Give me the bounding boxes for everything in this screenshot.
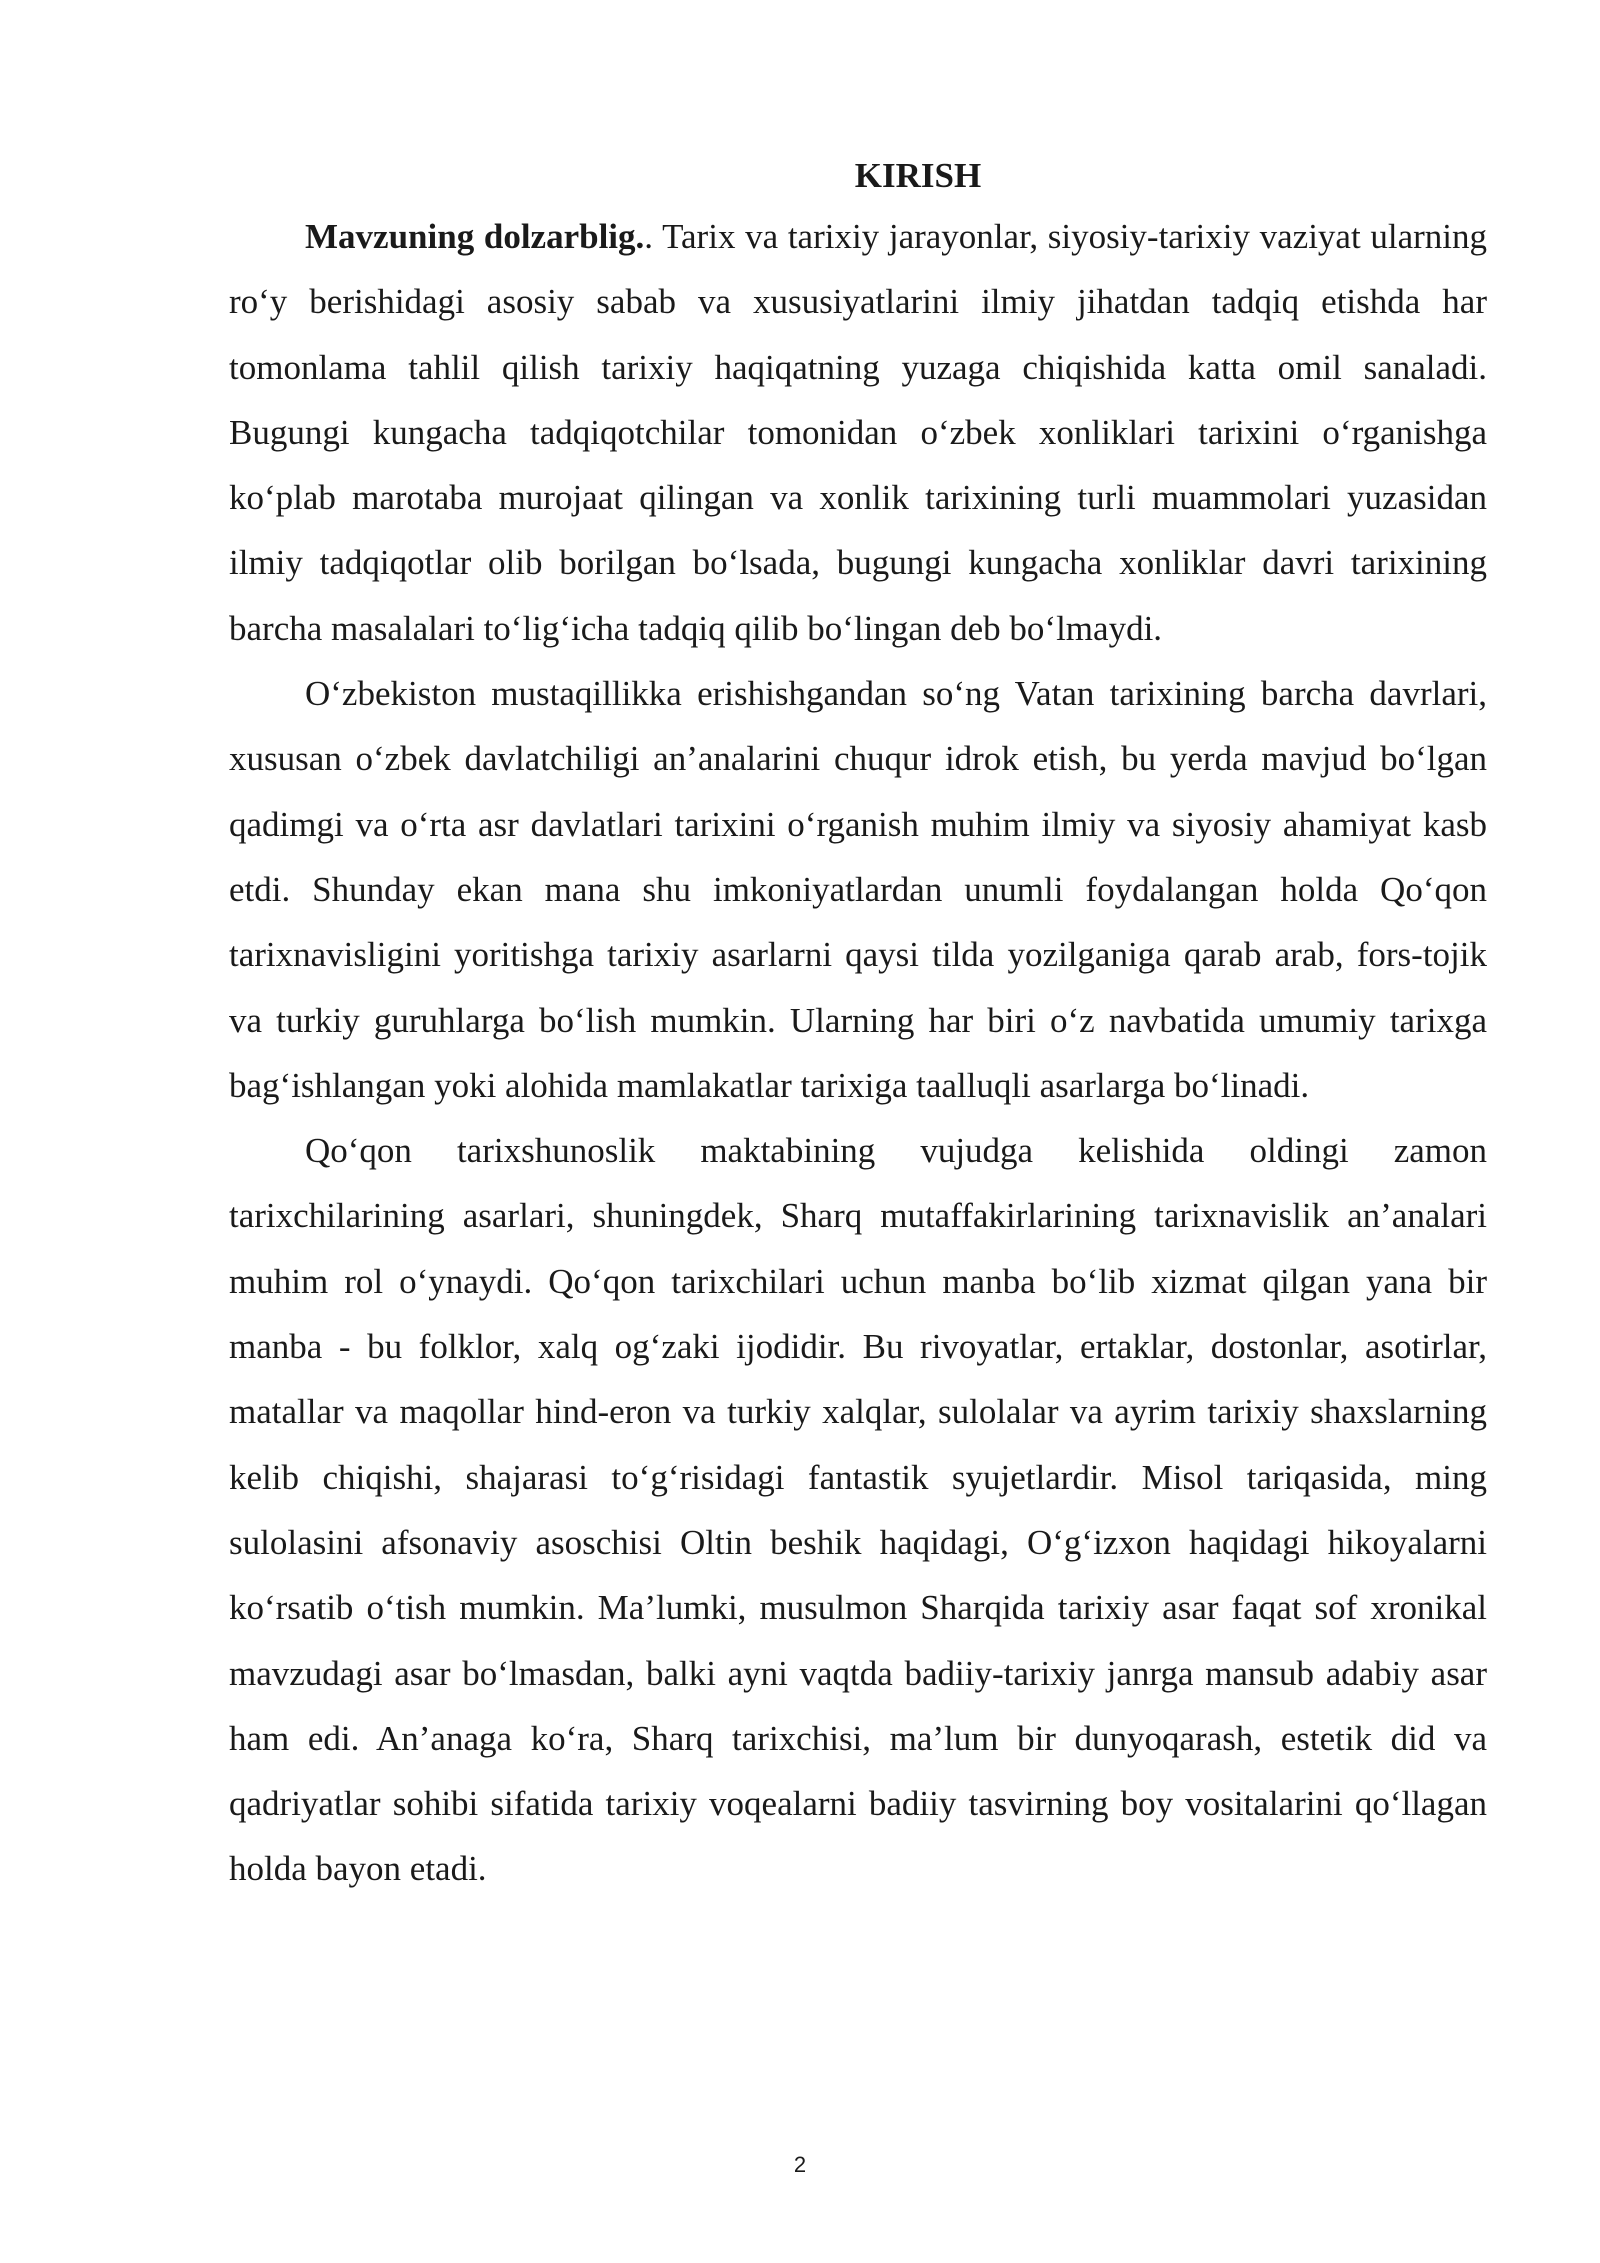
paragraph-lead: Mavzuning dolzarblig. bbox=[305, 217, 645, 256]
paragraph-text: O‘zbekiston mustaqillikka erishishgandan so‘ng Vatan tarixining barcha davrlari, xususan o‘zbek davlatchiligi an’analarini chuqur idrok etish, bu yerda mavjud bo‘lgan qadimgi va o‘rta asr davlatlari tarixini o‘rganish muhim ilmiy va siyosiy ahamiyat kasb etdi. Shunday ekan mana shu imkoniyatlardan unumli foydalangan holda Qo‘qon tarixnavisligini yoritishga tarixiy asarlarni qaysi tilda yozilganiga qarab arab, fors-tojik va turkiy guruhlarga bo‘lish mumkin. Ularning har biri o‘z navbatida umumiy tarixga bag‘ishlangan yoki alohida mamlakatlar tarixiga taalluqli asarlarga bo‘linadi. bbox=[229, 674, 1487, 1105]
paragraph-1 bbox=[229, 204, 1487, 661]
paragraph-2 bbox=[229, 661, 1487, 1118]
page-body bbox=[229, 148, 1487, 1902]
paragraph-text: Qo‘qon tarixshunoslik maktabining vujudga kelishida oldingi zamon tarixchilarining asarlari, shuningdek, Sharq mutaffakirlarining tarixnavislik an’analari muhim rol o‘ynaydi. Qo‘qon tarixchilari uchun manba bo‘lib xizmat qilgan yana bir manba - bu folklor, xalq og‘zaki ijodidir. Bu rivoyatlar, ertaklar, dostonlar, asotirlar, matallar va maqollar hind-eron va turkiy xalqlar, sulolalar va ayrim tarixiy shaxslarning kelib chiqishi, shajarasi to‘g‘risidagi fantastik syujetlardir. Misol tariqasida, ming sulolasini afsonaviy asoschisi Oltin beshik haqidagi, O‘g‘izxon haqidagi hikoyalarni ko‘rsatib o‘tish mumkin. Ma’lumki, musulmon Sharqida tarixiy asar faqat sof xronikal mavzudagi asar bo‘lmasdan, balki ayni vaqtda badiiy-tarixiy janrga mansub adabiy asar ham edi. An’anaga ko‘ra, Sharq tarixchisi, ma’lum bir dunyoqarash, estetik did va qadriyatlar sohibi sifatida tarixiy voqealarni badiiy tasvirning boy vositalarini qo‘llagan holda bayon etadi. bbox=[229, 1131, 1487, 1889]
page-title: KIRISH bbox=[854, 156, 982, 195]
paragraph-3 bbox=[229, 1118, 1487, 1902]
page-number: 2 bbox=[793, 2152, 807, 2177]
paragraph-text: . Tarix va tarixiy jarayonlar, siyosiy-tarixiy vaziyat ularning ro‘y berishidagi asosiy sabab va xususiyatlarini ilmiy jihatdan tadqiq etishda har tomonlama tahlil qilish tarixiy haqiqatning yuzaga chiqishida katta omil sanaladi. Bugungi kungacha tadqiqotchilar tomonidan o‘zbek xonliklari tarixini o‘rganishga ko‘plab marotaba murojaat qilingan va xonlik tarixining turli muammolari yuzasidan ilmiy tadqiqotlar olib borilgan bo‘lsada, bugungi kungacha xonliklar davri tarixining barcha masalalari to‘lig‘icha tadqiq qilib bo‘lingan deb bo‘lmaydi. bbox=[229, 217, 1487, 648]
